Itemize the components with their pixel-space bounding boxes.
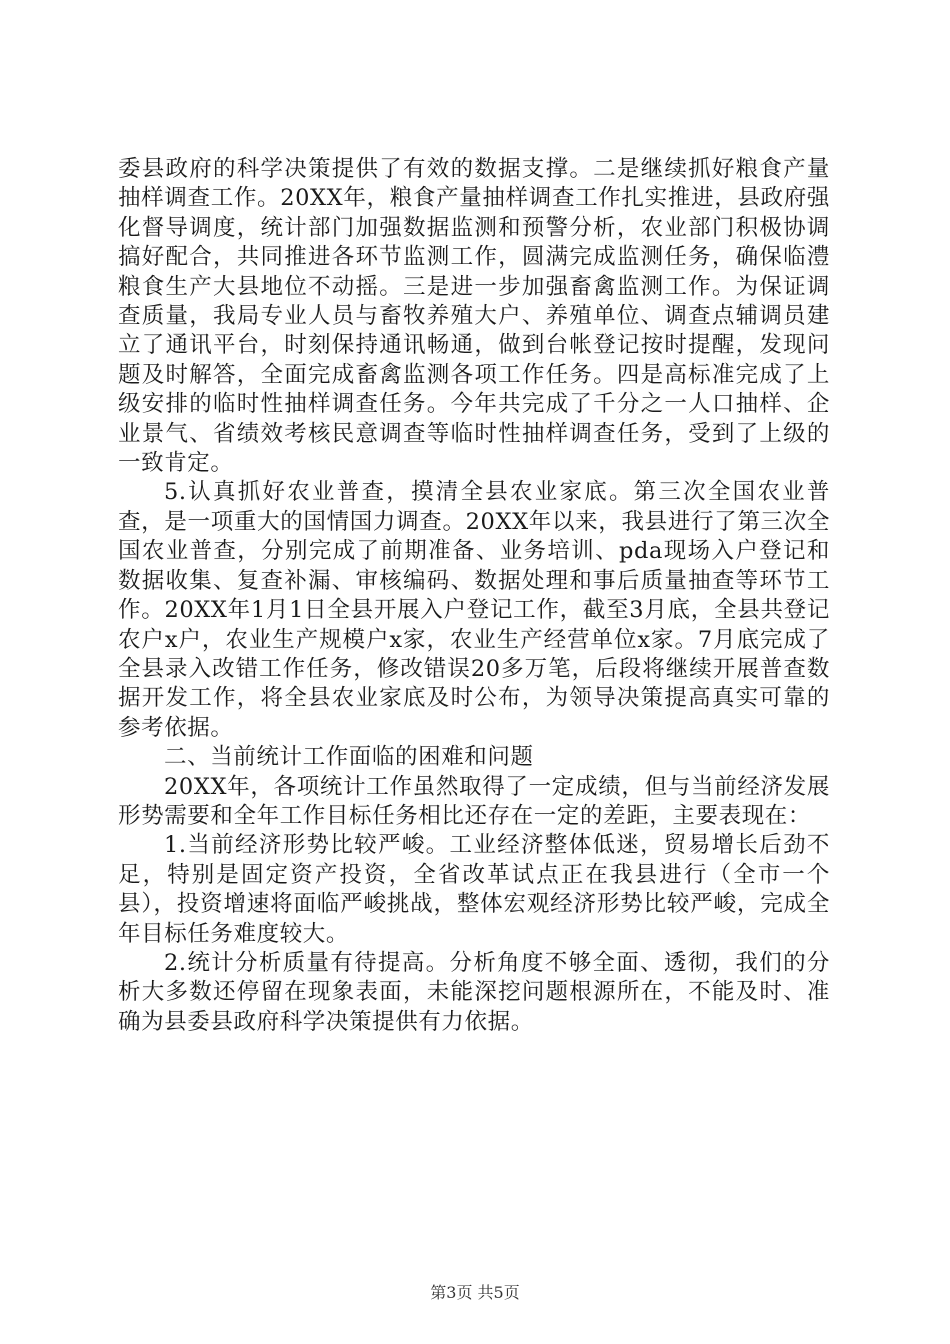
paragraph-problem-2: 2.统计分析质量有待提高。分析角度不够全面、透彻，我们的分析大多数还停留在现象表面，未能深挖问题根源所在，不能及时、准确为县委县政府科学决策提供有力依据。	[118, 949, 830, 1035]
paragraph-agricultural-census: 5.认真抓好农业普查，摸清全县农业家底。第三次全国农业普查，是一项重大的国情国力调查。20XX年以来，我县进行了第三次全国农业普查，分别完成了前期准备、业务培训、pda现场入户登记和数据收集、复查补漏、审核编码、数据处理和事后质量抽查等环节工作。20XX年1月1日全县开展入户登记工作，截至3月底，全县共登记农户x户，农业生产规模户x家，农业生产经营单位x家。7月底完成了全县录入改错工作任务，修改错误20多万笔，后段将继续开展普查数据开发工作，将全县农业家底及时公布，为领导决策提高真实可靠的参考依据。	[118, 479, 830, 741]
page-number-footer: 第3页 共5页	[430, 1283, 520, 1302]
paragraph-continuation: 委县政府的科学决策提供了有效的数据支撑。二是继续抓好粮食产量抽样调查工作。20XX年，粮食产量抽样调查工作扎实推进，县政府强化督导调度，统计部门加强数据监测和预警分析，农业部门积极协调搞好配合，共同推进各环节监测工作，圆满完成监测任务，确保临澧粮食生产大县地位不动摇。三是进一步加强畜禽监测工作。为保证调查质量，我局专业人员与畜牧养殖大户、养殖单位、调查点辅调员建立了通讯平台，时刻保持通讯畅通，做到台帐登记按时提醒，发现问题及时解答，全面完成畜禽监测各项工作任务。四是高标准完成了上级安排的临时性抽样调查任务。今年共完成了千分之一人口抽样、企业景气、省绩效考核民意调查等临时性抽样调查任务，受到了上级的一致肯定。	[118, 156, 830, 477]
section-heading: 二、当前统计工作面临的困难和问题	[164, 744, 534, 771]
document-body	[118, 155, 830, 1037]
paragraph-problem-1: 1.当前经济形势比较严峻。工业经济整体低迷，贸易增长后劲不足，特别是固定资产投资，全省改革试点正在我县进行（全市一个县），投资增速将面临严峻挑战，整体宏观经济形势比较严峻，完成全年目标任务难度较大。	[118, 832, 830, 947]
paragraph-intro-problems: 20XX年，各项统计工作虽然取得了一定成绩，但与当前经济发展形势需要和全年工作目标任务相比还存在一定的差距，主要表现在：	[118, 773, 830, 829]
